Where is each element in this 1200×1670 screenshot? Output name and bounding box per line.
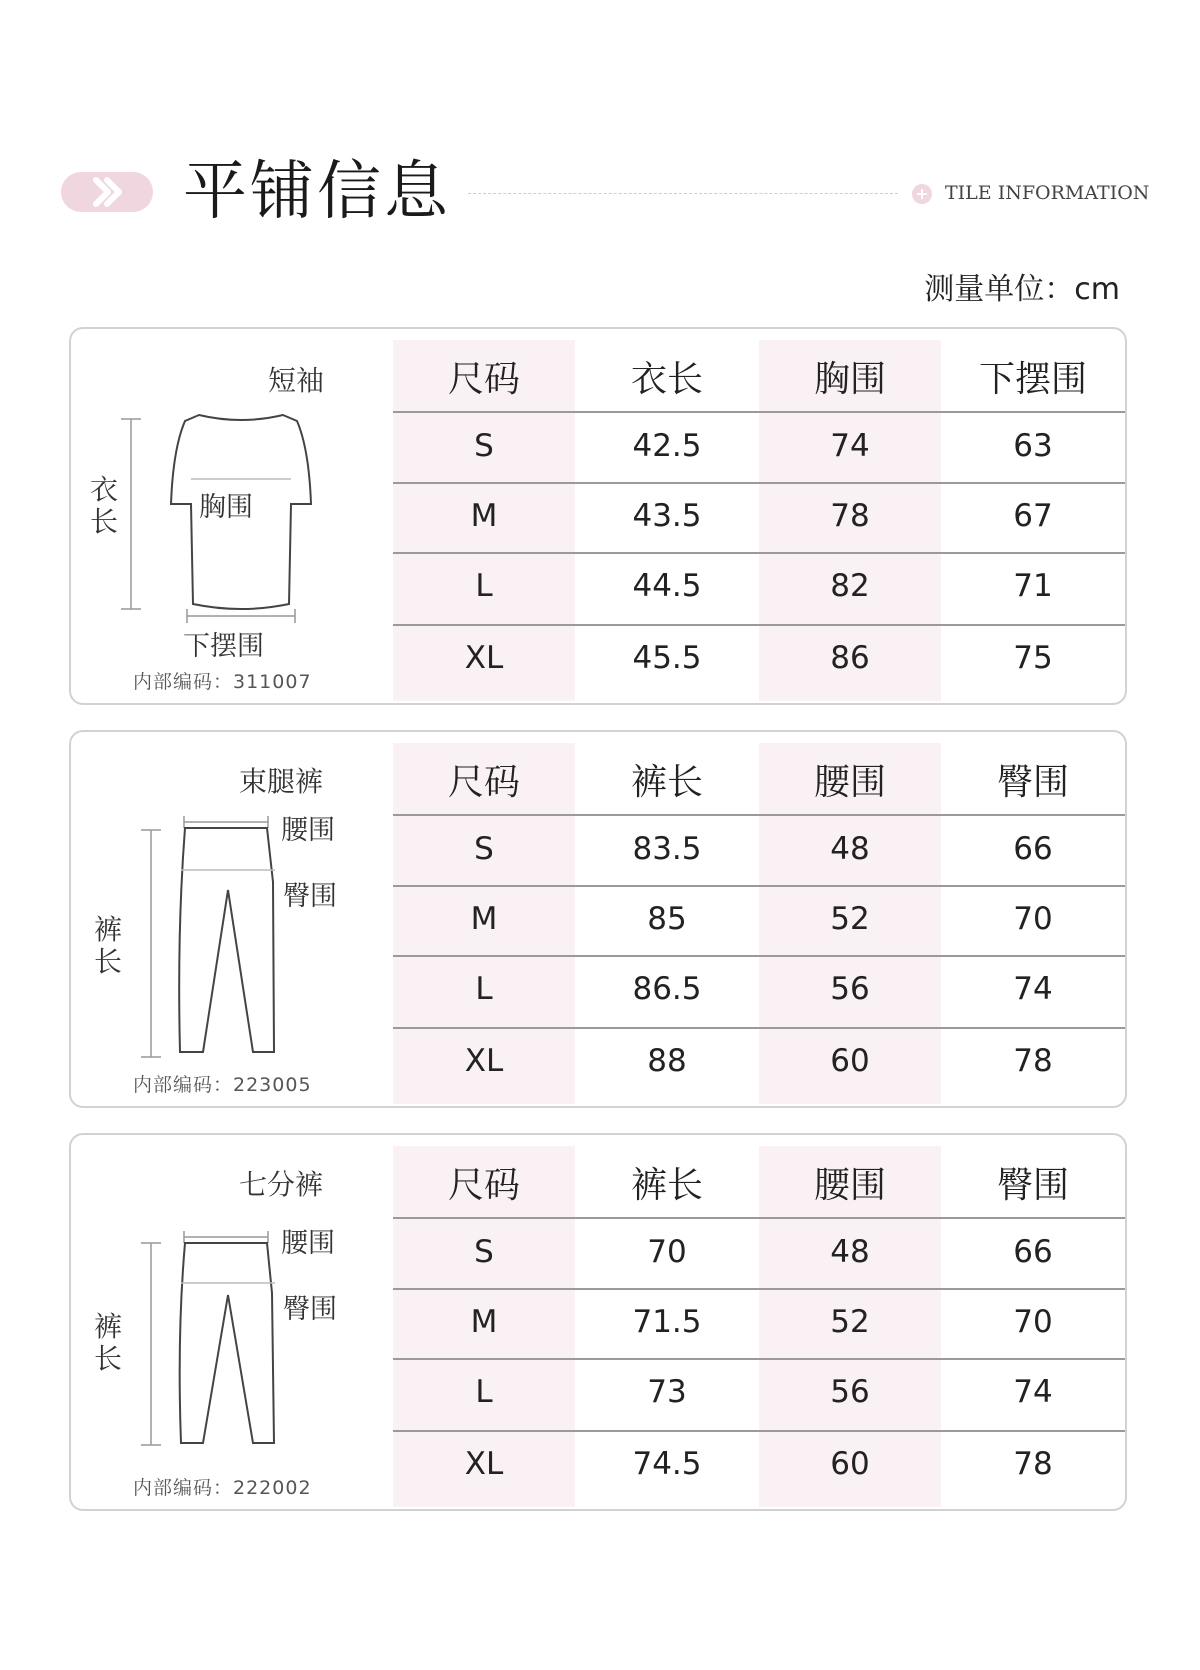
chest-label: 胸围 [199, 492, 253, 523]
value-cell: 74 [830, 428, 870, 464]
value-cell: 85 [647, 901, 687, 937]
value-cell: 43.5 [632, 498, 702, 534]
length-label: 裤长 [93, 913, 122, 978]
hip-label: 臀围 [283, 1294, 337, 1325]
value-cell: 52 [830, 901, 870, 937]
value-cell: 71 [1013, 568, 1053, 604]
size-cell: S [474, 831, 494, 867]
internal-code: 内部编码：222002 [133, 1477, 312, 1499]
value-cell: 88 [647, 1043, 687, 1079]
header-cell: 腰围 [813, 761, 886, 803]
value-cell: 70 [647, 1234, 687, 1270]
page-title: 平铺信息 [183, 155, 451, 229]
header-cell: 臀围 [996, 1164, 1069, 1206]
internal-code: 内部编码：311007 [133, 671, 312, 693]
value-cell: 60 [830, 1043, 870, 1079]
header-cell: 尺码 [447, 761, 520, 803]
value-cell: 74 [1013, 1374, 1053, 1410]
chevron-right-icon [90, 177, 124, 207]
value-cell: 86.5 [632, 971, 702, 1007]
header-divider [468, 193, 898, 194]
value-cell: 66 [1013, 1234, 1053, 1270]
size-card-cropped-pants [69, 1133, 1127, 1511]
size-cell: M [470, 498, 498, 534]
value-cell: 52 [830, 1304, 870, 1340]
size-cell: M [470, 1304, 498, 1340]
value-cell: 74 [1013, 971, 1053, 1007]
length-label: 衣长 [89, 473, 118, 538]
header-cell: 尺码 [447, 1164, 520, 1206]
header-cell: 下摆围 [978, 358, 1087, 400]
garment-name: 短袖 [267, 364, 324, 397]
value-cell: 48 [830, 1234, 870, 1270]
size-card-tshirt [69, 327, 1127, 705]
size-cell: M [470, 901, 498, 937]
value-cell: 45.5 [632, 640, 702, 676]
header-cell: 腰围 [813, 1164, 886, 1206]
waist-label: 腰围 [281, 815, 335, 846]
value-cell: 71.5 [632, 1304, 702, 1340]
size-cell: XL [464, 1446, 504, 1482]
header-cell: 胸围 [813, 358, 886, 400]
value-cell: 75 [1013, 640, 1053, 676]
row-divider [393, 814, 1125, 816]
value-cell: 48 [830, 831, 870, 867]
value-cell: 67 [1013, 498, 1053, 534]
hem-label: 下摆围 [183, 631, 264, 662]
size-cell: S [474, 428, 494, 464]
value-cell: 56 [830, 971, 870, 1007]
header-cell: 裤长 [630, 761, 703, 803]
size-cell: S [474, 1234, 494, 1270]
header-cell: 衣长 [630, 358, 703, 400]
waist-label: 腰围 [281, 1228, 335, 1259]
size-cell: XL [464, 1043, 504, 1079]
value-cell: 78 [1013, 1043, 1053, 1079]
value-cell: 73 [647, 1374, 687, 1410]
value-cell: 78 [1013, 1446, 1053, 1482]
length-label: 裤长 [93, 1310, 122, 1375]
header-cell: 裤长 [630, 1164, 703, 1206]
value-cell: 78 [830, 498, 870, 534]
value-cell: 63 [1013, 428, 1053, 464]
header-cell: 尺码 [447, 358, 520, 400]
size-card-leggings [69, 730, 1127, 1108]
size-cell: L [475, 1374, 493, 1410]
row-divider [393, 411, 1125, 413]
internal-code: 内部编码：223005 [133, 1074, 312, 1096]
row-divider [393, 1217, 1125, 1219]
value-cell: 70 [1013, 1304, 1053, 1340]
garment-name: 七分裤 [238, 1168, 323, 1201]
size-cell: L [475, 971, 493, 1007]
measurement-unit: 测量单位：cm [924, 272, 1120, 307]
value-cell: 66 [1013, 831, 1053, 867]
hip-label: 臀围 [283, 881, 337, 912]
size-cell: XL [464, 640, 504, 676]
value-cell: 44.5 [632, 568, 702, 604]
value-cell: 82 [830, 568, 870, 604]
value-cell: 42.5 [632, 428, 702, 464]
page-subtitle-en: TILE INFORMATION [945, 182, 1150, 204]
value-cell: 86 [830, 640, 870, 676]
value-cell: 60 [830, 1446, 870, 1482]
value-cell: 74.5 [632, 1446, 702, 1482]
section-marker [61, 172, 153, 212]
garment-name: 束腿裤 [238, 765, 323, 798]
size-cell: L [475, 568, 493, 604]
value-cell: 83.5 [632, 831, 702, 867]
header-cell: 臀围 [996, 761, 1069, 803]
plus-circle-icon [912, 184, 932, 204]
value-cell: 56 [830, 1374, 870, 1410]
value-cell: 70 [1013, 901, 1053, 937]
